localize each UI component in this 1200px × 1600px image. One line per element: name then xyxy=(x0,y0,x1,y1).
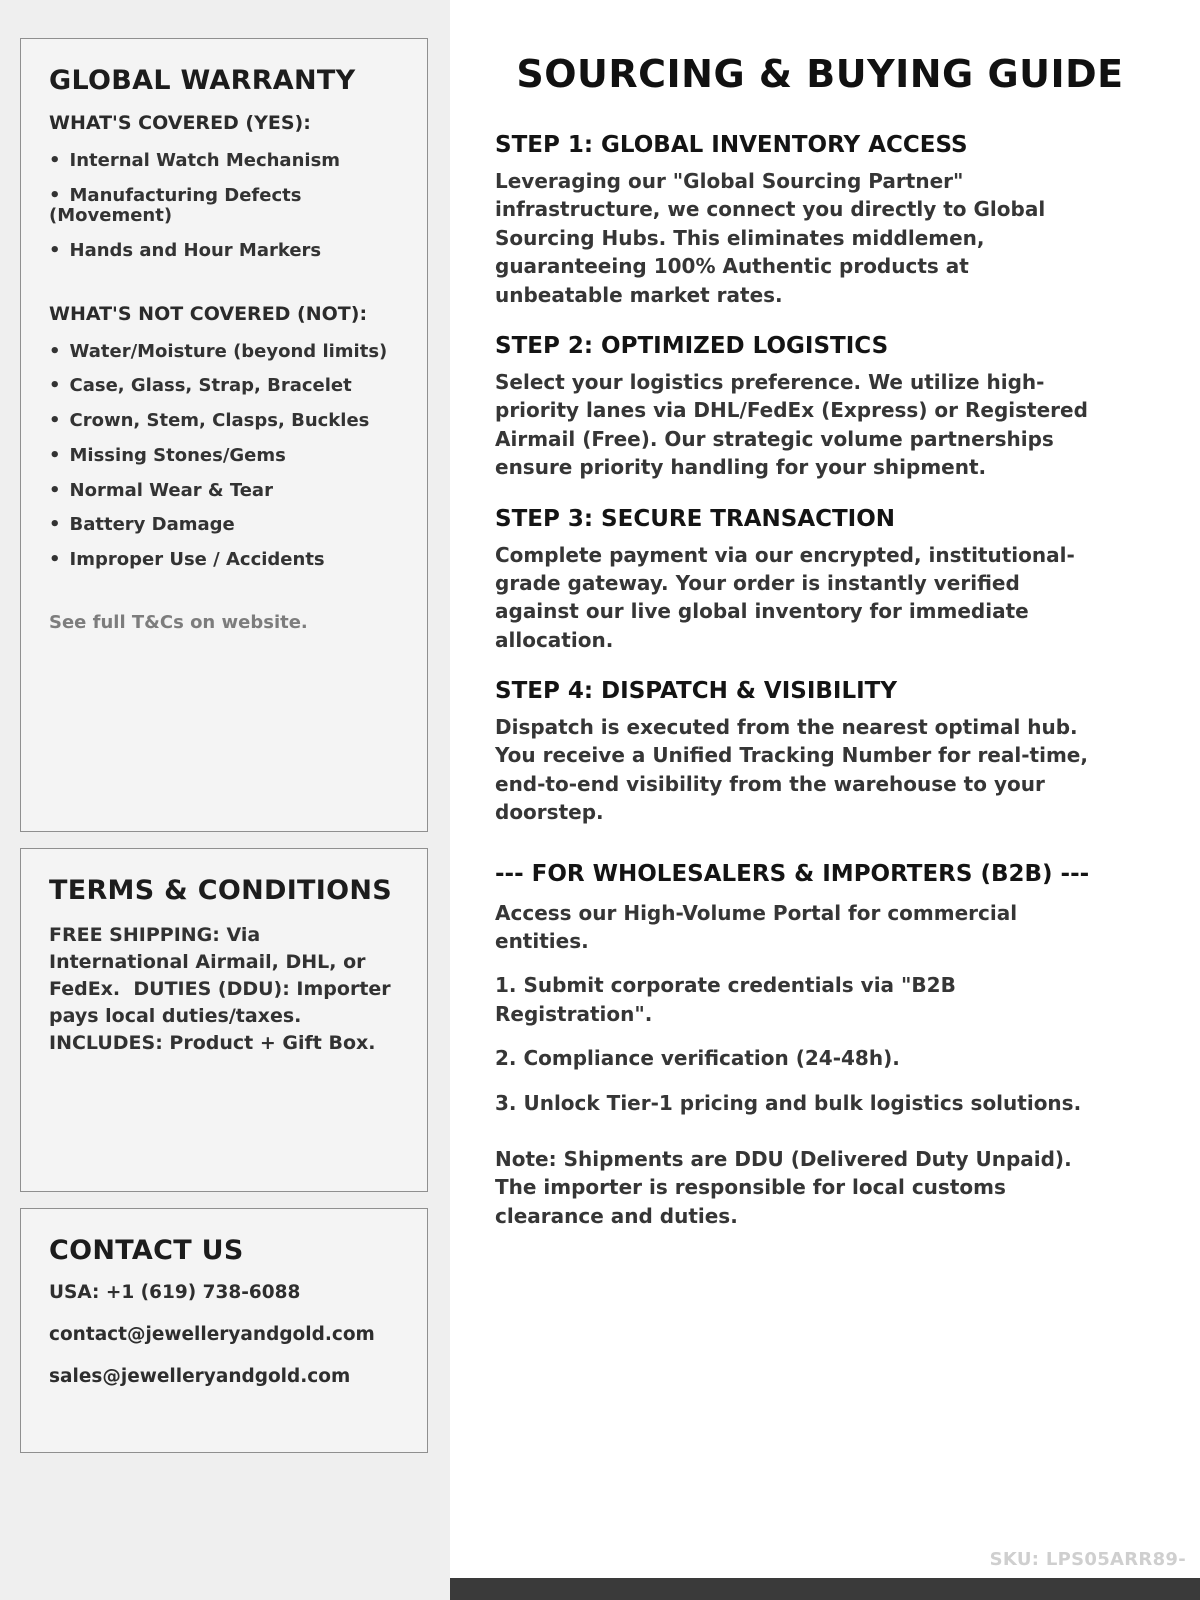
contact-title: CONTACT US xyxy=(49,1235,244,1266)
step-2-body: Select your logistics preference. We utilize high-priority lanes via DHL/FedEx (Express) or Registered Airmail (Free). Our strategic volume partnerships ensure priority handling for your shipment. xyxy=(495,369,1088,480)
b2b-heading: --- FOR WHOLESALERS & IMPORTERS (B2B) --- xyxy=(495,860,1090,887)
warranty-not-covered-list xyxy=(49,335,399,578)
contact-email-primary: contact@jewelleryandgold.com xyxy=(49,1324,375,1345)
contact-phone: USA: +1 (619) 738-6088 xyxy=(49,1282,301,1303)
warranty-covered-item: • Manufacturing Defects (Movement) xyxy=(49,179,399,234)
ddu-note: Note: Shipments are DDU (Delivered Duty Unpaid). The importer is responsible for local customs clearance and duties. xyxy=(495,1146,1072,1228)
contact-box xyxy=(20,1208,428,1453)
step-3 xyxy=(495,506,1095,655)
warranty-box xyxy=(20,38,428,832)
warranty-not-covered-item: • Improper Use / Accidents xyxy=(49,543,399,578)
warranty-covered-item: • Hands and Hour Markers xyxy=(49,234,399,269)
step-3-heading: STEP 3: SECURE TRANSACTION xyxy=(495,505,896,532)
page-title: SOURCING & BUYING GUIDE xyxy=(516,52,1124,96)
warranty-not-covered-item: • Normal Wear & Tear xyxy=(49,474,399,509)
step-2 xyxy=(495,333,1095,482)
step-1-heading: STEP 1: GLOBAL INVENTORY ACCESS xyxy=(495,132,968,158)
sku-label: SKU: LPS05ARR89- xyxy=(989,1549,1186,1570)
warranty-not-covered-item: • Crown, Stem, Clasps, Buckles xyxy=(49,404,399,439)
terms-title: TERMS & CONDITIONS xyxy=(49,875,392,906)
main-content xyxy=(450,0,1200,1600)
warranty-covered-item: • Internal Watch Mechanism xyxy=(49,144,399,179)
b2b-intro: Access our High-Volume Portal for commercial entities. xyxy=(495,900,1018,954)
warranty-not-covered-item: • Water/Moisture (beyond limits) xyxy=(49,335,399,370)
b2b-section xyxy=(495,861,1115,1231)
b2b-item: 1. Submit corporate credentials via "B2B Registration". xyxy=(495,973,956,1026)
b2b-item: 2. Compliance verification (24-48h). xyxy=(495,1046,900,1071)
step-1-body: Leveraging our "Global Sourcing Partner" infrastructure, we connect you directly to Global Sourcing Hubs. This eliminates middlemen, guaranteeing 100% Authentic products at unbeatable market rates. xyxy=(495,169,1046,307)
step-1 xyxy=(495,132,1095,309)
step-4-body: Dispatch is executed from the nearest optimal hub. You receive a Unified Tracking Number for real-time, end-to-end visibility from the warehouse to your doorstep. xyxy=(495,715,1088,825)
b2b-item: 3. Unlock Tier-1 pricing and bulk logistics solutions. xyxy=(495,1090,1082,1115)
terms-box xyxy=(20,848,428,1192)
terms-body: FREE SHIPPING: Via International Airmail, DHL, or FedEx. DUTIES (DDU): Importer pays local duties/taxes. INCLUDES: Product + Gift Box. xyxy=(49,924,398,1054)
warranty-not-covered-title: WHAT'S NOT COVERED (NOT): xyxy=(49,302,368,325)
warranty-footnote: See full T&Cs on website. xyxy=(49,611,308,633)
footer-bar xyxy=(450,1578,1200,1600)
warranty-not-covered-item: • Case, Glass, Strap, Bracelet xyxy=(49,369,399,404)
warranty-title: GLOBAL WARRANTY xyxy=(49,65,356,96)
step-4 xyxy=(495,678,1095,827)
warranty-not-covered-item: • Battery Damage xyxy=(49,508,399,543)
warranty-covered-list xyxy=(49,144,399,269)
step-4-heading: STEP 4: DISPATCH & VISIBILITY xyxy=(495,678,898,705)
step-2-heading: STEP 2: OPTIMIZED LOGISTICS xyxy=(495,332,889,359)
warranty-covered-title: WHAT'S COVERED (YES): xyxy=(49,112,311,134)
contact-email-sales: sales@jewelleryandgold.com xyxy=(49,1366,351,1387)
warranty-not-covered-item: • Missing Stones/Gems xyxy=(49,439,399,474)
step-3-body: Complete payment via our encrypted, institutional-grade gateway. Your order is instantly verified against our live global inventory for immediate allocation. xyxy=(495,542,1075,652)
sidebar xyxy=(0,0,450,1600)
